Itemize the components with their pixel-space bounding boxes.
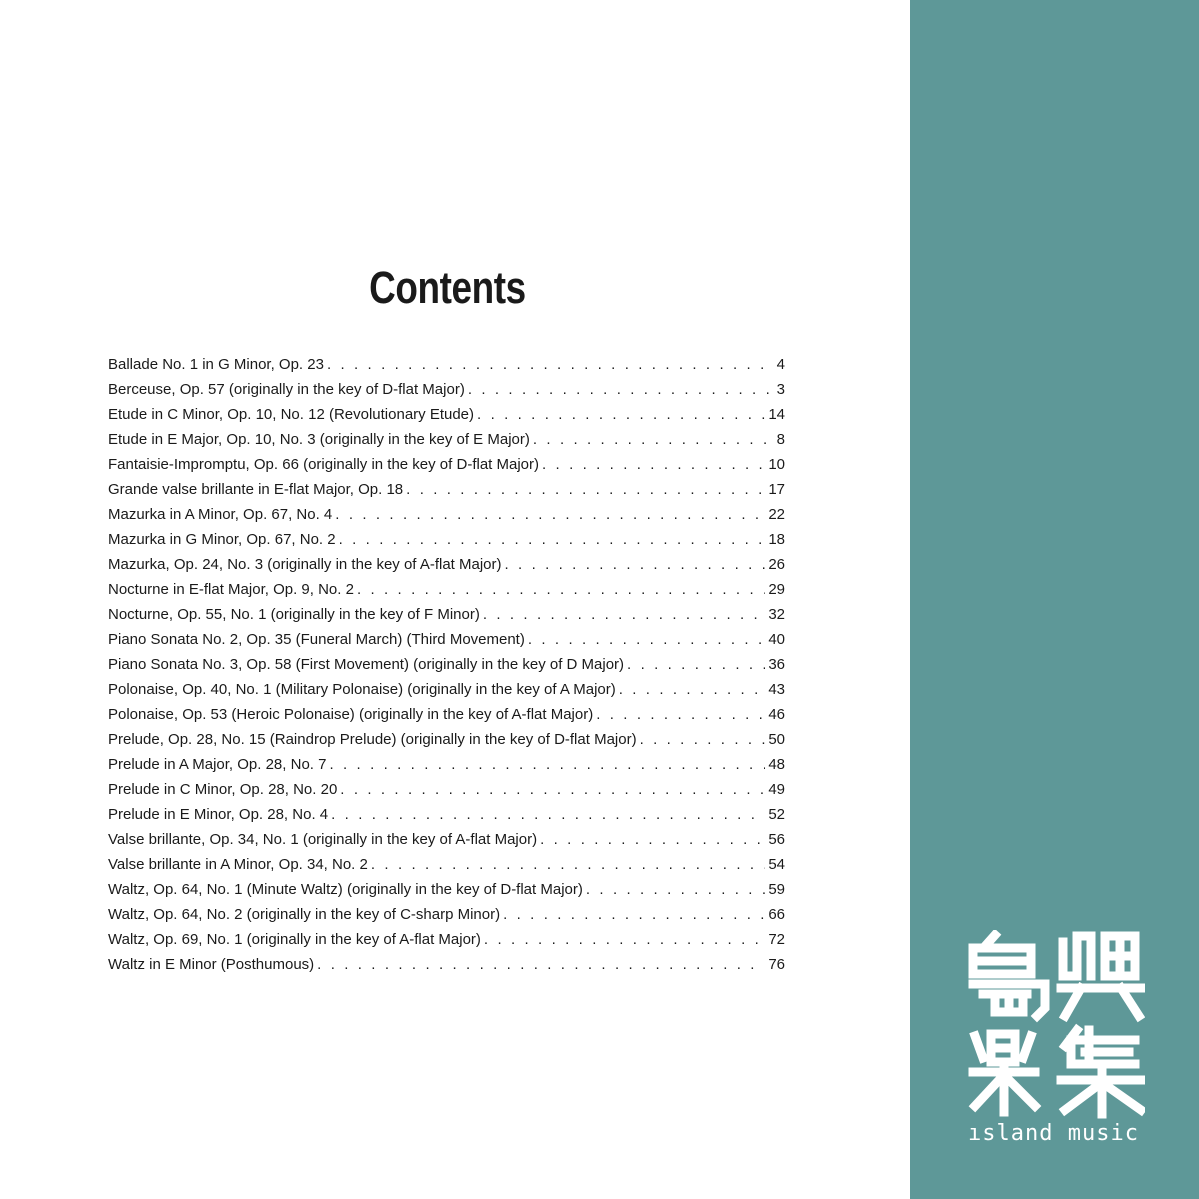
toc-entry-title: Prelude in C Minor, Op. 28, No. 20 bbox=[108, 781, 338, 798]
toc-entry-page: 66 bbox=[768, 906, 785, 923]
toc-entry bbox=[108, 402, 785, 427]
toc-entry-title: Etude in C Minor, Op. 10, No. 12 (Revolutionary Etude) bbox=[108, 406, 475, 423]
toc-entry-page: 40 bbox=[768, 631, 785, 648]
toc-entry bbox=[108, 527, 785, 552]
toc-entry bbox=[108, 927, 785, 952]
toc-leader-dots bbox=[586, 877, 765, 902]
toc-entry-title: Ballade No. 1 in G Minor, Op. 23 bbox=[108, 356, 324, 373]
page-title: Contents bbox=[369, 262, 526, 313]
toc-entry bbox=[108, 552, 785, 577]
toc-leader-dots bbox=[340, 777, 765, 802]
toc-leader-dots bbox=[327, 352, 774, 377]
logo-subtitle: ısland music bbox=[968, 1121, 1139, 1146]
toc-entry bbox=[108, 677, 785, 702]
toc-leader-dots bbox=[331, 802, 765, 827]
toc-entry-title: Polonaise, Op. 53 (Heroic Polonaise) (originally in the key of A-flat Major) bbox=[108, 706, 594, 723]
toc-entry-title: Nocturne in E-flat Major, Op. 9, No. 2 bbox=[108, 581, 354, 598]
toc-entry bbox=[108, 752, 785, 777]
toc-entry bbox=[108, 877, 785, 902]
toc-entry bbox=[108, 652, 785, 677]
toc-entry-title: Fantaisie-Impromptu, Op. 66 (originally in the key of D-flat Major) bbox=[108, 456, 539, 473]
toc-leader-dots bbox=[533, 427, 774, 452]
toc-entry-page: 10 bbox=[768, 456, 785, 473]
toc-leader-dots bbox=[640, 727, 766, 752]
toc-leader-dots bbox=[619, 677, 766, 702]
toc-leader-dots bbox=[484, 927, 765, 952]
toc-entry-title: Valse brillante in A Minor, Op. 34, No. 2 bbox=[108, 856, 368, 873]
toc-entry-page: 29 bbox=[768, 581, 785, 598]
toc-entry-title: Waltz, Op. 64, No. 1 (Minute Waltz) (originally in the key of D-flat Major) bbox=[108, 881, 583, 898]
toc-leader-dots bbox=[329, 752, 765, 777]
toc-entry-title: Etude in E Major, Op. 10, No. 3 (originally in the key of E Major) bbox=[108, 431, 530, 448]
toc-entry-page: 3 bbox=[776, 381, 785, 398]
toc-entry bbox=[108, 727, 785, 752]
toc-leader-dots bbox=[357, 577, 765, 602]
toc-entry-page: 8 bbox=[776, 431, 785, 448]
toc-entry-page: 54 bbox=[768, 856, 785, 873]
toc-leader-dots bbox=[503, 902, 765, 927]
toc-leader-dots bbox=[627, 652, 765, 677]
toc-entry-page: 50 bbox=[768, 731, 785, 748]
toc-leader-dots bbox=[335, 502, 765, 527]
toc-entry-title: Polonaise, Op. 40, No. 1 (Military Polonaise) (originally in the key of A Major) bbox=[108, 681, 616, 698]
toc-leader-dots bbox=[406, 477, 765, 502]
toc-entry-page: 22 bbox=[768, 506, 785, 523]
toc-entry bbox=[108, 377, 785, 402]
toc-entry-title: Piano Sonata No. 2, Op. 35 (Funeral March) (Third Movement) bbox=[108, 631, 525, 648]
toc-entry bbox=[108, 477, 785, 502]
toc-entry-title: Mazurka in A Minor, Op. 67, No. 4 bbox=[108, 506, 333, 523]
toc-entry-title: Piano Sonata No. 3, Op. 58 (First Movement) (originally in the key of D Major) bbox=[108, 656, 625, 673]
toc-entry-title: Prelude in E Minor, Op. 28, No. 4 bbox=[108, 806, 329, 823]
toc-entry-page: 17 bbox=[768, 481, 785, 498]
toc-entry bbox=[108, 777, 785, 802]
toc-entry bbox=[108, 627, 785, 652]
toc-entry-page: 76 bbox=[768, 956, 785, 973]
toc-entry-page: 32 bbox=[768, 606, 785, 623]
toc-entry bbox=[108, 602, 785, 627]
toc-entry-title: Berceuse, Op. 57 (originally in the key of D-flat Major) bbox=[108, 381, 465, 398]
toc-entry bbox=[108, 802, 785, 827]
toc-leader-dots bbox=[371, 852, 765, 877]
toc-leader-dots bbox=[528, 627, 765, 652]
toc-entry bbox=[108, 827, 785, 852]
table-of-contents bbox=[108, 352, 785, 977]
toc-entry bbox=[108, 452, 785, 477]
toc-leader-dots bbox=[468, 377, 774, 402]
toc-entry-page: 43 bbox=[768, 681, 785, 698]
toc-leader-dots bbox=[317, 952, 765, 977]
toc-leader-dots bbox=[596, 702, 765, 727]
toc-entry-page: 18 bbox=[768, 531, 785, 548]
toc-entry bbox=[108, 702, 785, 727]
toc-entry bbox=[108, 502, 785, 527]
toc-entry-page: 36 bbox=[768, 656, 785, 673]
toc-entry bbox=[108, 902, 785, 927]
toc-entry bbox=[108, 577, 785, 602]
toc-entry-title: Prelude in A Major, Op. 28, No. 7 bbox=[108, 756, 327, 773]
toc-leader-dots bbox=[483, 602, 765, 627]
toc-entry-page: 46 bbox=[768, 706, 785, 723]
toc-entry-page: 14 bbox=[768, 406, 785, 423]
toc-entry-title: Grande valse brillante in E-flat Major, Op. 18 bbox=[108, 481, 404, 498]
toc-entry-title: Waltz, Op. 64, No. 2 (originally in the key of C-sharp Minor) bbox=[108, 906, 501, 923]
toc-entry-title: Mazurka, Op. 24, No. 3 (originally in the key of A-flat Major) bbox=[108, 556, 502, 573]
toc-entry-page: 72 bbox=[768, 931, 785, 948]
toc-entry-title: Waltz in E Minor (Posthumous) bbox=[108, 956, 315, 973]
toc-leader-dots bbox=[542, 452, 765, 477]
toc-entry-page: 4 bbox=[776, 356, 785, 373]
toc-entry-page: 48 bbox=[768, 756, 785, 773]
toc-entry-title: Mazurka in G Minor, Op. 67, No. 2 bbox=[108, 531, 336, 548]
toc-entry-title: Valse brillante, Op. 34, No. 1 (originally in the key of A-flat Major) bbox=[108, 831, 538, 848]
toc-leader-dots bbox=[505, 552, 766, 577]
toc-entry-title: Nocturne, Op. 55, No. 1 (originally in the key of F Minor) bbox=[108, 606, 480, 623]
toc-entry-page: 49 bbox=[768, 781, 785, 798]
toc-entry bbox=[108, 952, 785, 977]
island-music-logo bbox=[965, 930, 1145, 1130]
toc-entry-page: 59 bbox=[768, 881, 785, 898]
toc-entry-title: Waltz, Op. 69, No. 1 (originally in the key of A-flat Major) bbox=[108, 931, 481, 948]
toc-leader-dots bbox=[339, 527, 766, 552]
toc-entry bbox=[108, 352, 785, 377]
toc-leader-dots bbox=[540, 827, 765, 852]
toc-entry-page: 56 bbox=[768, 831, 785, 848]
toc-entry-title: Prelude, Op. 28, No. 15 (Raindrop Prelude) (originally in the key of D-flat Major) bbox=[108, 731, 637, 748]
toc-entry bbox=[108, 852, 785, 877]
toc-entry-page: 52 bbox=[768, 806, 785, 823]
toc-entry-page: 26 bbox=[768, 556, 785, 573]
toc-entry bbox=[108, 427, 785, 452]
toc-leader-dots bbox=[477, 402, 765, 427]
